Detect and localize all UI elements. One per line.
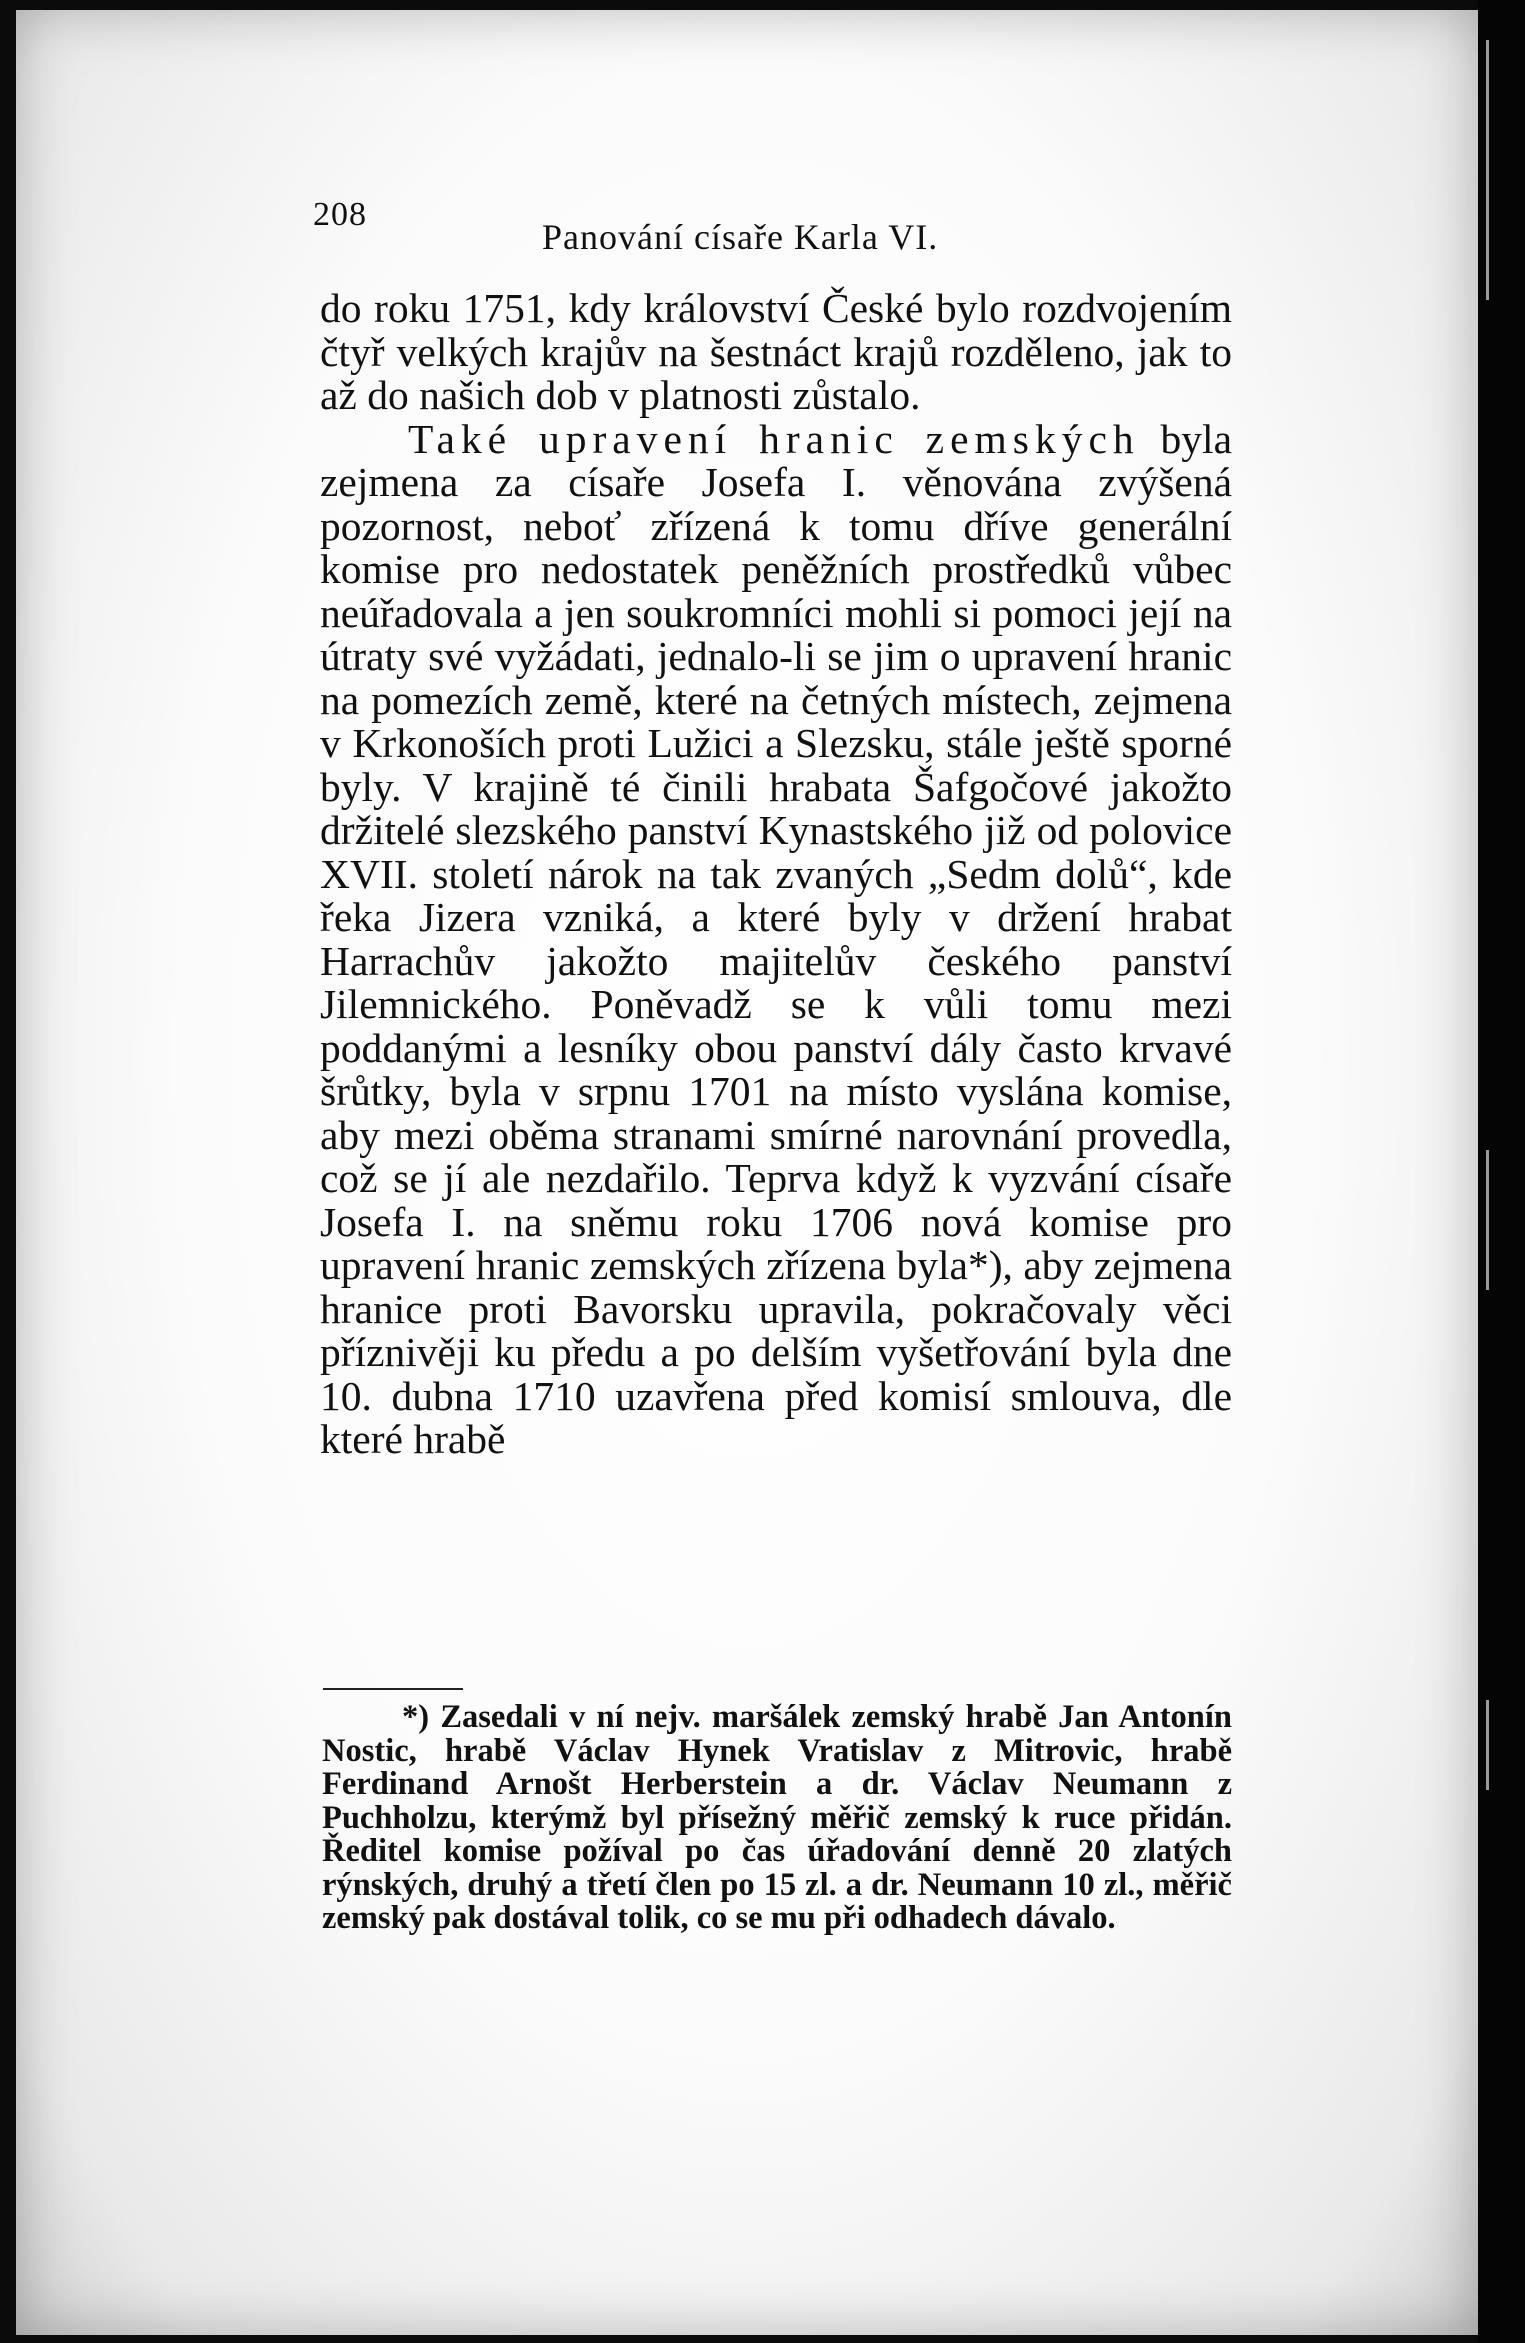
paragraph-2-text: byla zejmena za císaře Josefa I. věnována zvýšená pozornost, neboť zřízená k tomu dříve generální komise pro nedostatek peněžních prostředků vůbec neúřadovala a jen soukromníci mohli si pomoci její na útraty své vyžádati, jednalo-li se jim o upravení hranic na pomezích země, které na četných místech, zejmena v Krkonoších proti Lužici a Slezsku, stále ještě sporné byly. V krajině té činili hrabata Šafgočové jakožto držitelé slezského panství Kynastského již od polovice XVII. století nárok na tak zvaných „Sedm dolů“, kde řeka Jizera vzniká, a které byly v držení hrabat Harrachův jakožto majitelův českého panství Jilemnického. Poněvadž se k vůli tomu mezi poddanými a lesníky obou panství dály často krvavé šrůtky, byla v srpnu 1701 na místo vyslána komise, aby mezi oběma stranami smírné narovnání provedla, což se jí ale nezdařilo. Teprva když k vyzvání císaře Josefa I. na sněmu roku 1706 nová komise pro upravení hranic zemských zřízena byla*), aby zejmena hranice proti Bavorsku upravila, pokračovaly věci příznivěji ku předu a po delším vyšetřování byla dne 10. dubna 1710 uzavřena před komisí smlouva, dle které hrabě: [320, 415, 1232, 1462]
running-title: Panování císaře Karla VI.: [542, 217, 939, 257]
page-number: 208: [313, 196, 367, 233]
paragraph-1: do roku 1751, kdy království České bylo rozdvojením čtyř velkých krajův na šestnáct krajů rozděleno, jak to až do našich dob v platnosti zůstalo.: [320, 285, 1232, 418]
edge-scratch: [1486, 40, 1489, 300]
footnote: *) Zasedali v ní nejv. maršálek zemský hrabě Jan Antonín Nostic, hrabě Václav Hynek Vratislav z Mitrovic, hrabě Ferdinand Arnošt Herberstein a dr. Václav Neumann z Puchholzu, kterýmž byl přísežný měřič zemský k ruce přidán. Ředitel komise požíval po čas úřadování denně 20 zlatých rýnských, druhý a třetí člen po 15 zl. a dr. Neumann 10 zl., měřič zemský pak dostával tolik, co se mu při odhadech dávalo.: [322, 1699, 1232, 1936]
body-text: [320, 287, 1232, 1462]
footnote-rule: [323, 1688, 463, 1690]
edge-scratch: [1486, 1700, 1489, 1790]
adjacent-page-edge: [1478, 0, 1525, 2343]
paragraph-2: [320, 415, 1232, 1462]
spaced-emphasis: Také upravení hranic zemských: [408, 415, 1140, 462]
edge-scratch: [1486, 1150, 1489, 1290]
